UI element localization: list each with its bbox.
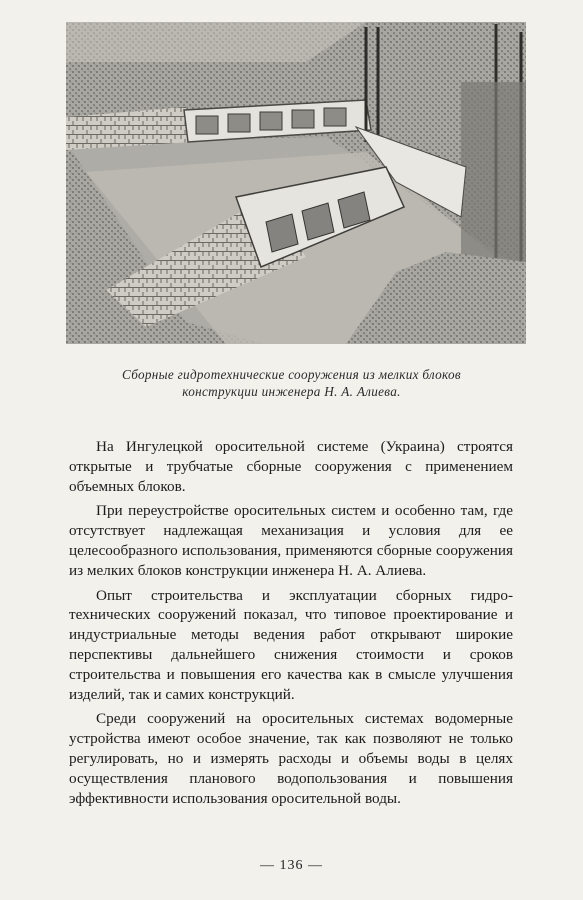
page-number: — 136 —: [260, 858, 323, 873]
caption-line-2: конструкции инженера Н. А. Алиева.: [182, 384, 401, 399]
caption-line-1: Сборные гидротехнические сооружения из мелких блоков: [122, 367, 461, 382]
paragraph: На Ингулецкой оросительной системе (Украина) строятся открытые и трубчатые сборные сооружения с применением объемных блоков.: [69, 438, 513, 495]
hydraulic-structures-photo: [66, 22, 526, 344]
figure-caption: [40, 366, 543, 400]
body-text: [69, 437, 513, 813]
paragraph: Опыт строительства и эксплуатации сборных гидротехнических сооружений показал, что типовое проектирование и индустриальные методы ведения работ открывают широкие перспективы дальнейшего снижения стоимости и сроков строительства и повышения его качества как в смысле улучшения изделий, так и самих конструкций.: [69, 586, 513, 703]
paragraph: Среди сооружений на оросительных системах водомерные устройства имеют особое значение, так как позволяют не только регулировать, но и измерять расходы и объемы воды в целях осуществления планового водопользования и повышения эффективности использования оросительной воды.: [69, 710, 513, 807]
paragraph: При переустройстве оросительных систем и особенно там, где отсутствует надлежащая механизация и условия для ее целесообразного использования, применяются сборные сооружения из мелких блоков конструкции инженера Н. А. Алиева.: [69, 502, 513, 579]
